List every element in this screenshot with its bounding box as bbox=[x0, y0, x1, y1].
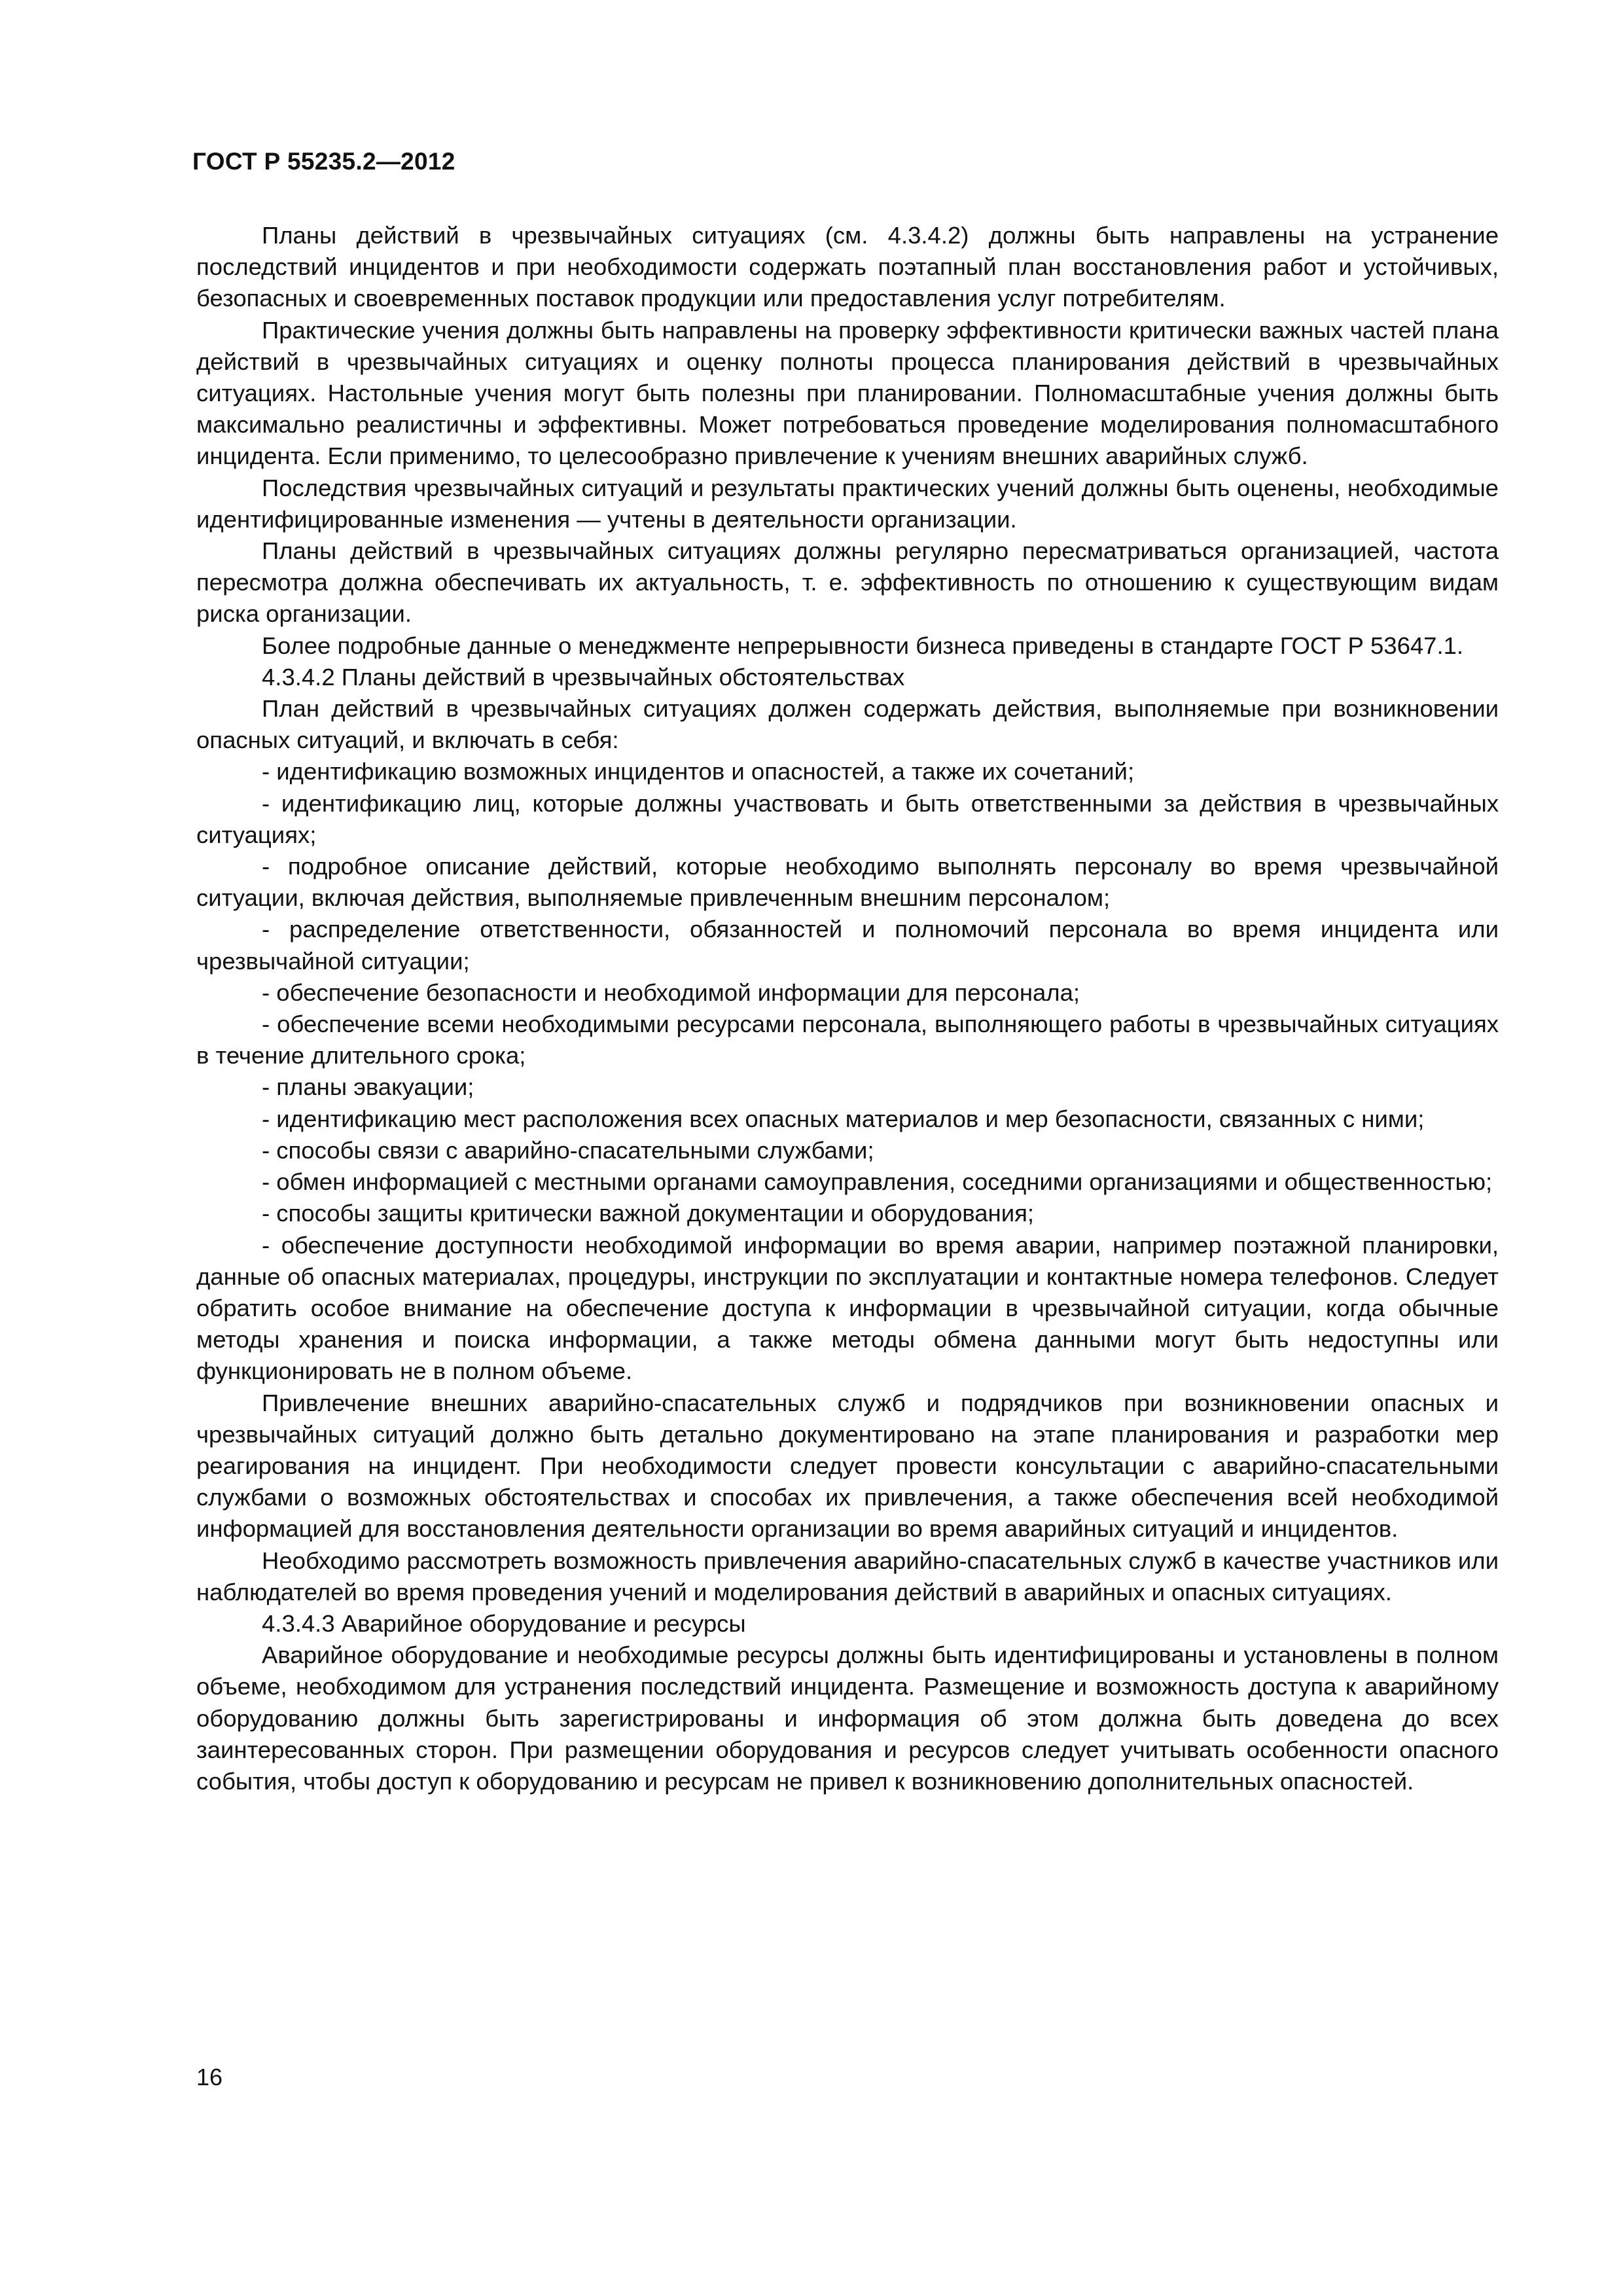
paragraph: Более подробные данные о менеджменте непрерывности бизнеса приведены в стандарте ГОСТ Р 53647.1. bbox=[262, 632, 1464, 659]
page-number: 16 bbox=[196, 2064, 223, 2090]
list-item: - подробное описание действий, которые необходимо выполнять персоналу во время чрезвычайной ситуации, включая действия, выполняемые привлеченным внешним персоналом; bbox=[196, 853, 1499, 912]
standard-header: ГОСТ Р 55235.2—2012 bbox=[192, 148, 455, 175]
list-item: - идентификацию мест расположения всех опасных материалов и мер безопасности, связанных с ними; bbox=[262, 1105, 1425, 1132]
list-item: - обеспечение всеми необходимыми ресурсами персонала, выполняющего работы в чрезвычайных ситуациях в течение длительного срока; bbox=[196, 1011, 1499, 1069]
paragraph: Необходимо рассмотреть возможность привлечения аварийно-спасательных служб в качестве участников или наблюдателей во время проведения учений и моделирования действий в аварийных и опасных ситуациях. bbox=[196, 1547, 1499, 1605]
paragraph: Планы действий в чрезвычайных ситуациях должны регулярно пересматриваться организацией, частота пересмотра должна обеспечивать их актуальность, т. е. эффективность по отношению к существующим видам риска организации. bbox=[196, 537, 1499, 628]
list-item: - идентификацию возможных инцидентов и опасностей, а также их сочетаний; bbox=[262, 758, 1135, 785]
list-item: - способы связи с аварийно-спасательными службами; bbox=[262, 1136, 874, 1164]
section-heading: 4.3.4.3 Аварийное оборудование и ресурсы bbox=[262, 1609, 746, 1637]
list-item: - планы эвакуации; bbox=[262, 1073, 474, 1101]
list-item: - способы защиты критически важной документации и оборудования; bbox=[262, 1200, 1034, 1227]
list-item: - идентификацию лиц, которые должны участвовать и быть ответственными за действия в чрезвычайных ситуациях; bbox=[196, 789, 1499, 848]
paragraph: Последствия чрезвычайных ситуаций и результаты практических учений должны быть оценены, необходимые идентифицированные изменения — учтены в деятельности организации. bbox=[196, 474, 1499, 533]
paragraph: Аварийное оборудование и необходимые ресурсы должны быть идентифицированы и установлены в полном объеме, необходимом для устранения последствий инцидента. Размещение и возможность доступа к аварийному оборудованию должны быть зарегистрированы и информация об этом должна быть доведена до всех заинтересованных сторон. При размещении оборудования и ресурсов следует учитывать особенности опасного события, чтобы доступ к оборудованию и ресурсам не привел к возникновению дополнительных опасностей. bbox=[196, 1641, 1499, 1795]
paragraph: Практические учения должны быть направлены на проверку эффективности критически важных частей плана действий в чрезвычайных ситуациях и оценку полноты процесса планирования действий в чрезвычайных ситуациях. Настольные учения могут быть полезны при планировании. Полномасштабные учения должны быть максимально реалистичны и эффективны. Может потребоваться проведение моделирования полномасштабного инцидента. Если применимо, то целесообразно привлечение к учениям внешних аварийных служб. bbox=[196, 316, 1499, 470]
section-heading: 4.3.4.2 Планы действий в чрезвычайных обстоятельствах bbox=[262, 663, 905, 691]
document-body bbox=[196, 220, 1499, 1797]
paragraph: План действий в чрезвычайных ситуациях должен содержать действия, выполняемые при возникновении опасных ситуаций, и включать в себя: bbox=[196, 695, 1499, 754]
list-item: - распределение ответственности, обязанностей и полномочий персонала во время инцидента или чрезвычайной ситуации; bbox=[196, 916, 1499, 975]
list-item: - обеспечение безопасности и необходимой информации для персонала; bbox=[262, 978, 1080, 1006]
paragraph: Привлечение внешних аварийно-спасательных служб и подрядчиков при возникновении опасных и чрезвычайных ситуаций должно быть детально документировано на этапе планирования и разработки мер реагирования на инцидент. При необходимости следует провести консультации с аварийно-спасательными службами о возможных обстоятельствах и способах их привлечения, а также обеспечения всей необходимой информацией для восстановления деятельности организации во время аварийных ситуаций и инцидентов. bbox=[196, 1389, 1499, 1543]
list-item: - обеспечение доступности необходимой информации во время аварии, например поэтажной планировки, данные об опасных материалах, процедуры, инструкции по эксплуатации и контактные номера телефонов. Следует обратить особое внимание на обеспечение доступа к информации в чрезвычайной ситуации, когда обычные методы хранения и поиска информации, а также методы обмена данными могут быть недоступны или функционировать не в полном объеме. bbox=[196, 1231, 1499, 1385]
list-item: - обмен информацией с местными органами самоуправления, соседними организациями и общественностью; bbox=[262, 1168, 1493, 1196]
paragraph: Планы действий в чрезвычайных ситуациях (см. 4.3.4.2) должны быть направлены на устранение последствий инцидентов и при необходимости содержать поэтапный план восстановления работ и устойчивых, безопасных и своевременных поставок продукции или предоставления услуг потребителям. bbox=[196, 222, 1499, 312]
